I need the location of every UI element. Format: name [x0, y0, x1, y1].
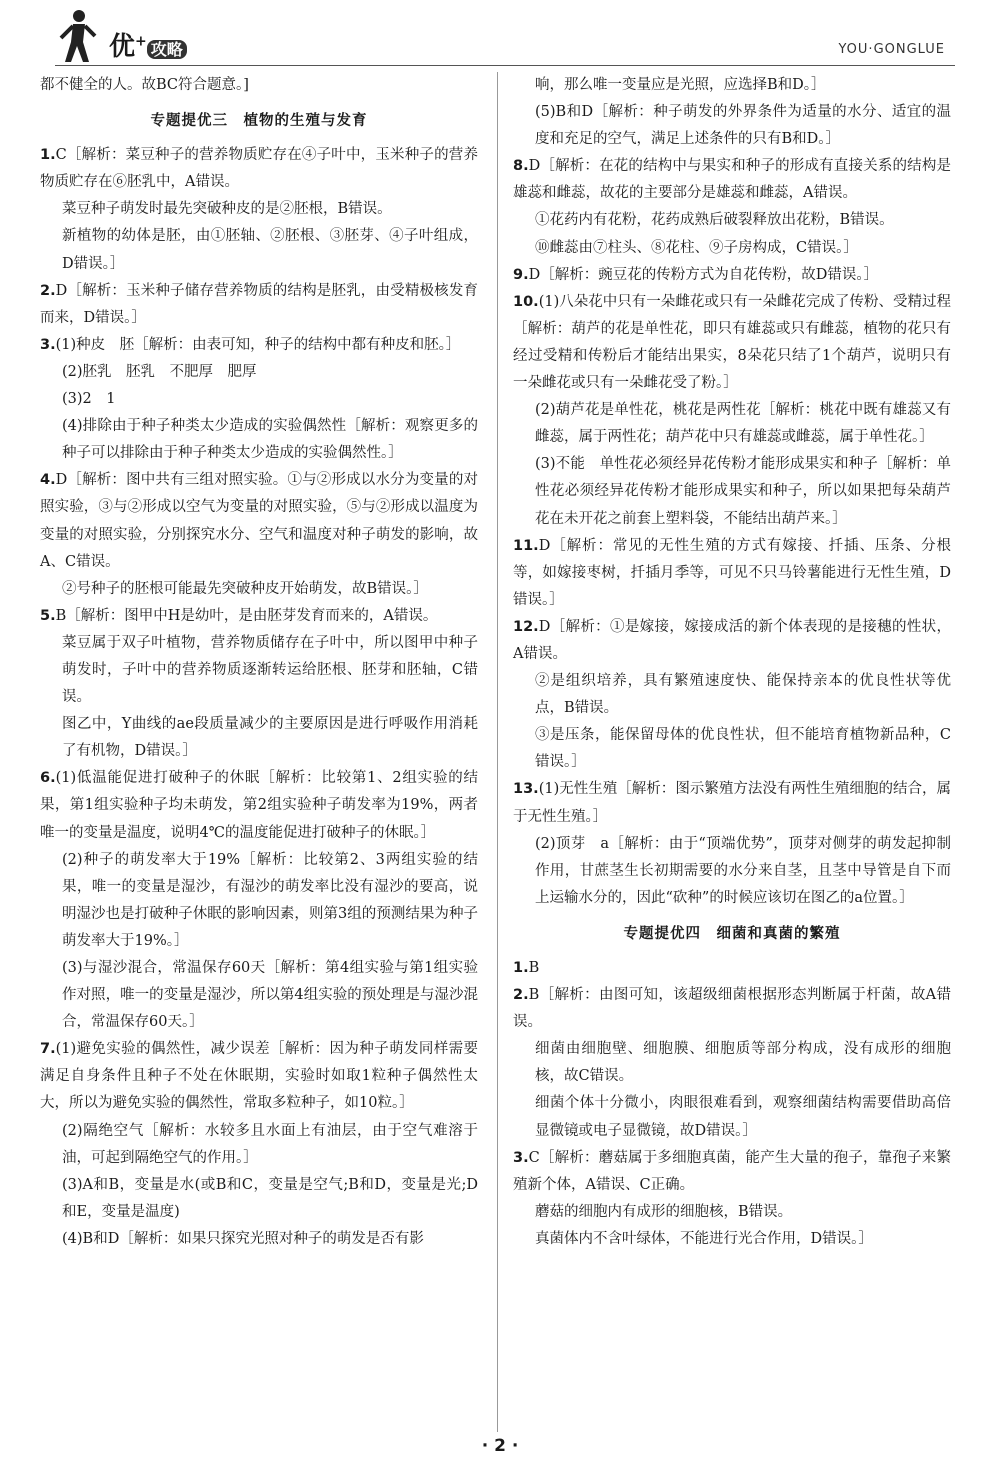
answer-text: D［解析：玉米种子储存营养物质的结构是胚乳，由受精极核发育而来，D错误。］ — [40, 282, 478, 326]
answer-line: ②号种子的胚根可能最先突破种皮开始萌发，故B错误。］ — [62, 580, 428, 597]
answer-item — [40, 142, 478, 196]
answer-line: 真菌体内不含叶绿体，不能进行光合作用，D错误。］ — [535, 1230, 873, 1247]
page-number: · 2 · — [481, 1436, 519, 1456]
logo-text: 优+ 攻略 — [109, 26, 187, 63]
page-header — [55, 8, 955, 66]
answer-line: (4)排除由于种子种类太少造成的实验偶然性［解析：观察更多的种子可以排除由于种子种类太少造成的实验偶然性。］ — [62, 418, 478, 462]
answer-line: (2)隔绝空气［解析：水较多且水面上有油层，由于空气难溶于油，可起到隔绝空气的作用。］ — [62, 1122, 478, 1166]
answer-line: 细菌由细胞壁、细胞膜、细胞质等部分构成，没有成形的细胞核，故C错误。 — [535, 1041, 951, 1085]
answer-line: (4)B和D［解析：如果只探究光照对种子的萌发是否有影 — [62, 1230, 424, 1247]
answer-text: D［解析：常见的无性生殖的方式有嫁接、扦插、压条、分根等，如嫁接枣树，扦插月季等，可见不只马铃薯能进行无性生殖，D错误。］ — [513, 537, 951, 608]
answer-line: 菜豆属于双子叶植物，营养物质储存在子叶中，所以图甲中种子萌发时，子叶中的营养物质逐渐转运给胚根、胚芽和胚轴，C错误。 — [62, 634, 478, 706]
answer-item — [513, 982, 951, 1036]
answer-line: (2)葫芦花是单性花，桃花是两性花［解析：桃花中既有雄蕊又有雌蕊，属于两性花；葫芦花中只有雄蕊或雌蕊，属于单性花。］ — [535, 402, 951, 446]
answer-text: (1)种皮 胚［解析：由表可知，种子的结构中都有种皮和胚。］ — [55, 336, 461, 353]
question-number: 12. — [513, 618, 539, 635]
answer-item — [40, 332, 478, 359]
answer-text: C［解析：菜豆种子的营养物质贮存在④子叶中，玉米种子的营养物质贮存在⑥胚乳中，A错误。 — [40, 147, 478, 191]
answer-line: 响，那么唯一变量应是光照，应选择B和D。］ — [535, 77, 826, 93]
answer-line: 菜豆种子萌发时最先突破种皮的是②胚根，B错误。 — [62, 201, 392, 218]
question-number: 13. — [513, 781, 539, 798]
answer-text: B［解析：由图可知，该超级细菌根据形态判断属于杆菌，故A错误。 — [513, 987, 951, 1031]
answer-text: (1)避免实验的偶然性，减少误差［解析：因为种子萌发同样需要满足自身条件且种子不处在休眠期，实验时如取1粒种子偶然性太大，所以为避免实验的偶然性，常取多粒种子，如10粒。］ — [40, 1041, 478, 1112]
question-number: 11. — [513, 537, 539, 554]
answer-line: (2)胚乳 胚乳 不肥厚 肥厚 — [62, 363, 257, 380]
question-number: 6. — [40, 770, 56, 787]
header-rule — [55, 65, 955, 66]
question-number: 2. — [513, 987, 529, 1004]
answer-item — [40, 467, 478, 575]
section-heading: 专题提优三 植物的生殖与发育 — [150, 112, 368, 130]
question-number: 10. — [513, 293, 539, 310]
answer-text: C［解析：蘑菇属于多细胞真菌，能产生大量的孢子，靠孢子来繁殖新个体，A错误、C正确。 — [513, 1149, 951, 1193]
answer-line: (3)不能 单性花必须经异花传粉才能形成果实和种子［解析：单性花必须经异花传粉才能形成果实和种子，所以如果把每朵葫芦花在未开花之前套上塑料袋，不能结出葫芦来。］ — [535, 456, 951, 527]
answer-text: (1)低温能促进打破种子的休眠［解析：比较第1、2组实验的结果，第1组实验种子均未萌发，第2组实验种子萌发率为19%，两者唯一的变量是温度，说明4℃的温度能促进打破种子的休眠。］ — [40, 770, 478, 841]
question-number: 7. — [40, 1041, 56, 1058]
answer-item — [513, 262, 951, 289]
brand-label: YOU·GONGLUE — [838, 42, 945, 57]
answer-line: 都不健全的人。故BC符合题意。] — [40, 77, 249, 93]
answer-line: ③是压条，能保留母体的优良性状，但不能培育植物新品种，C错误。］ — [535, 727, 951, 771]
answer-item — [513, 153, 951, 207]
answer-line: 细菌个体十分微小，肉眼很难看到，观察细菌结构需要借助高倍显微镜或电子显微镜，故D错误。］ — [535, 1095, 951, 1139]
question-number: 3. — [40, 336, 56, 353]
answer-item — [40, 278, 478, 332]
answer-line: (3)2 1 — [62, 391, 116, 408]
question-number: 8. — [513, 158, 529, 175]
answer-line: 图乙中，Y曲线的ae段质量减少的主要原因是进行呼吸作用消耗了有机物，D错误。］ — [62, 716, 478, 760]
answer-text: B［解析：图甲中H是幼叶，是由胚芽发育而来的，A错误。 — [55, 607, 438, 624]
answer-item — [40, 1036, 478, 1117]
section-heading: 专题提优四 细菌和真菌的繁殖 — [623, 924, 841, 942]
answer-item — [40, 765, 478, 846]
question-number: 2. — [40, 282, 56, 299]
right-column — [513, 72, 951, 1253]
runner-logo-icon — [55, 8, 99, 64]
question-number: 9. — [513, 266, 529, 283]
answer-line: ①花药内有花粉，花药成熟后破裂释放出花粉，B错误。 — [535, 212, 894, 229]
question-number: 1. — [513, 960, 529, 976]
answer-text: D［解析：在花的结构中与果实和种子的形成有直接关系的结构是雄蕊和雌蕊，故花的主要部分是雄蕊和雌蕊，A错误。 — [513, 158, 951, 202]
answer-line: (5)B和D［解析：种子萌发的外界条件为适量的水分、适宜的温度和充足的空气，满足上述条件的只有B和D。］ — [535, 104, 951, 148]
answer-item — [513, 533, 951, 614]
question-number: 4. — [40, 472, 56, 489]
answer-item — [513, 289, 951, 397]
answer-item — [513, 776, 951, 830]
column-divider — [497, 72, 498, 1432]
question-number: 1. — [40, 147, 56, 164]
question-number: 3. — [513, 1149, 529, 1166]
answer-item — [513, 1145, 951, 1199]
answer-line: 蘑菇的细胞内有成形的细胞核，B错误。 — [535, 1203, 793, 1220]
answer-line: (2)顶芽 a［解析：由于“顶端优势”，顶芽对侧芽的萌发起抑制作用，甘蔗茎生长初期需要的水分来自茎，且茎中导管是自下而上运输水分的，因此“砍种”的时候应该切在图乙的a位置。］ — [535, 835, 951, 906]
answer-item — [513, 614, 951, 668]
answer-text: D［解析：图中共有三组对照实验。①与②形成以水分为变量的对照实验，③与②形成以空气为变量的对照实验，⑤与②形成以温度为变量的对照实验，分别探究水分、空气和温度对种子萌发的影响，故A、C错误。 — [40, 472, 478, 570]
answer-line: ②是组织培养，具有繁殖速度快、能保持亲本的优良性状等优点，B错误。 — [535, 673, 951, 717]
answer-line: (3)A和B，变量是水(或B和C，变量是空气;B和D，变量是光;D和E，变量是温度) — [62, 1176, 478, 1220]
answer-text: B — [528, 960, 540, 976]
answer-line: (3)与湿沙混合，常温保存60天［解析：第4组实验与第1组实验作对照，唯一的变量是湿沙，所以第4组实验的预处理是与湿沙混合，常温保存60天。］ — [62, 960, 478, 1031]
answer-text: (1)无性生殖［解析：图示繁殖方法没有两性生殖细胞的结合，属于无性生殖。］ — [513, 781, 951, 825]
answer-line: (2)种子的萌发率大于19%［解析：比较第2、3两组实验的结果，唯一的变量是湿沙，有湿沙的萌发率比没有湿沙的要高，说明湿沙也是打破种子休眠的影响因素，则第3组的预测结果为种子萌发率大于19%。］ — [62, 851, 478, 949]
answer-item — [40, 603, 478, 630]
left-column — [40, 72, 478, 1253]
answer-text: (1)八朵花中只有一朵雌花或只有一朵雌花完成了传粉、受精过程［解析：葫芦的花是单性花，即只有雄蕊或只有雌蕊，植物的花只有经过受精和传粉后才能结出果实，8朵花只结了1个葫芦，说明只有一朵雌花或只有一朵雌花受了粉。］ — [513, 293, 951, 392]
answer-line: ⑩雌蕊由⑦柱头、⑧花柱、⑨子房构成，C错误。］ — [535, 239, 858, 256]
answer-text: D［解析：①是嫁接，嫁接成活的新个体表现的是接穗的性状，A错误。 — [513, 618, 951, 662]
answer-item — [513, 955, 951, 982]
answer-text: D［解析：豌豆花的传粉方式为自花传粉，故D错误。］ — [528, 266, 879, 283]
question-number: 5. — [40, 607, 56, 624]
answer-line: 新植物的幼体是胚，由①胚轴、②胚根、③胚芽、④子叶组成，D错误。］ — [62, 228, 478, 272]
